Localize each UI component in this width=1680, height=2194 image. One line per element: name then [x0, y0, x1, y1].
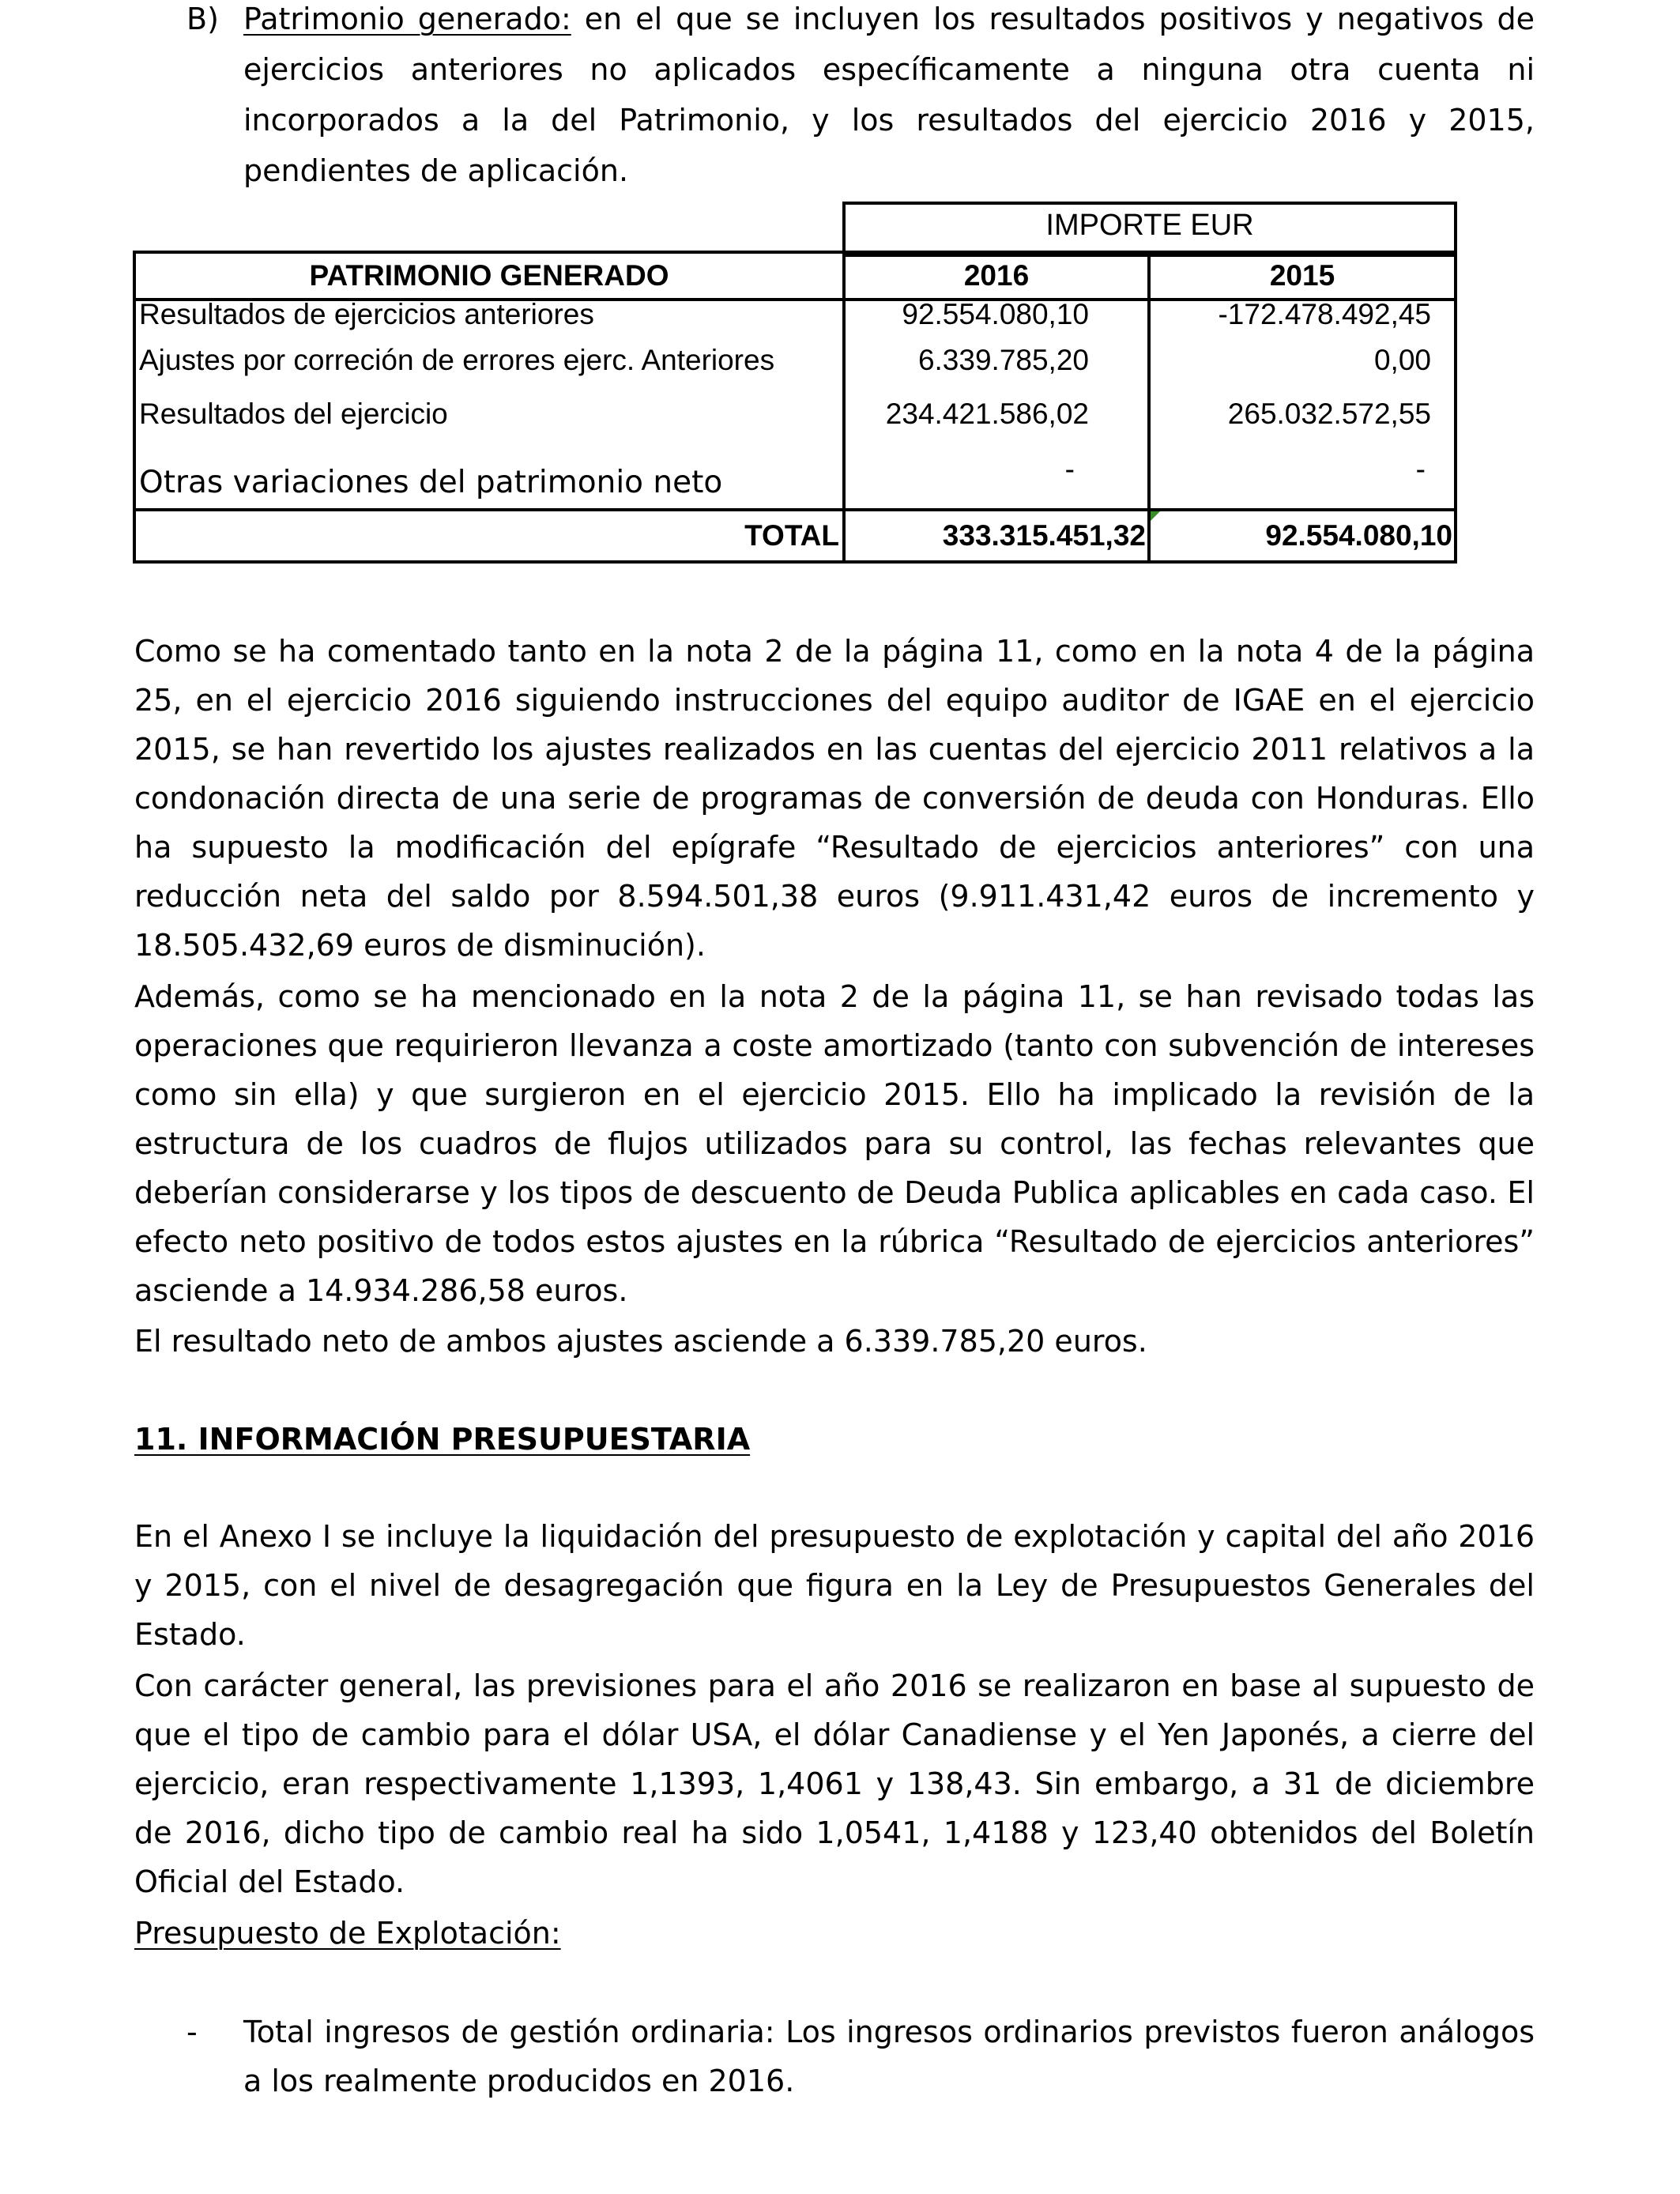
- total-label: TOTAL: [744, 519, 839, 552]
- section-11-heading-text: 11. INFORMACIÓN PRESUPUESTARIA: [134, 1422, 751, 1457]
- row-3-2016: 234.421.586,02: [885, 398, 1089, 430]
- row-2-2015: 0,00: [1373, 344, 1431, 376]
- row-4-2015: -: [1415, 453, 1426, 485]
- row-1-label: Resultados de ejercicios anteriores: [139, 298, 594, 330]
- year-2016-header: 2016: [963, 259, 1030, 292]
- list-item: Total ingresos de gestión ordinaria: Los ingresos ordinarios previstos fueron análogos a los realmente producidos en 2016.: [243, 2015, 1535, 2098]
- total-2015: 92.554.080,10: [1265, 519, 1452, 552]
- table-right-border: [1454, 298, 1457, 511]
- total-label-cell: [133, 508, 846, 564]
- section-b-paragraph: [243, 0, 1535, 196]
- row-1-2016: 92.554.080,10: [902, 298, 1089, 330]
- section-b-text: en el que se incluyen los resultados positivos y negativos de ejercicios anteriores no aplicados específicamente a ninguna otra cuenta ni incorporados a la del Patrimonio, y los resultados del ejercicio 2016 y 2015, pendientes de aplicación.: [243, 2, 1535, 188]
- paragraph-2: Además, como se ha mencionado en la nota 2 de la página 11, se han revisado todas las operaciones que requirieron llevanza a coste amortizado (tanto con subvención de intereses como sin ella) y que surgieron en el ejercicio 2015. Ello ha implicado la revisión de la estructura de los cuadros de flujos utilizados para su control, las fechas relevantes que deberían considerarse y los tipos de descuento de Deuda Publica aplicables en cada caso. El efecto neto positivo de todos estos ajustes en la rúbrica “Resultado de ejercicios anteriores” asciende a 14.934.286,58 euros.: [134, 979, 1535, 1308]
- list-marker: -: [186, 2015, 198, 2049]
- year-2015-header: 2015: [1269, 259, 1335, 292]
- patrimonio-header-cell: [133, 251, 846, 301]
- total-2016: 333.315.451,32: [942, 519, 1146, 552]
- row-3-2015: 265.032.572,55: [1227, 398, 1431, 430]
- row-4-label: Otras variaciones del patrimonio neto: [139, 465, 723, 500]
- total-2015-cell: [1147, 508, 1457, 564]
- row-2-2016: 6.339.785,20: [917, 344, 1089, 376]
- row-2-label: Ajustes por correción de errores ejerc. Anteriores: [139, 344, 775, 376]
- cell-comment-marker: [1151, 511, 1160, 521]
- paragraph-3: El resultado neto de ambos ajustes asciende a 6.339.785,20 euros.: [134, 1324, 1147, 1359]
- row-4-2016: -: [1064, 453, 1075, 485]
- paragraph-1: Como se ha comentado tanto en la nota 2 de la página 11, como en la nota 4 de la página 25, en el ejercicio 2016 siguiendo instrucciones del equipo auditor de IGAE en el ejercicio 2015, se han revertido los ajustes realizados en las cuentas del ejercicio 2011 relativos a la condonación directa de una serie de programas de conversión de deuda con Honduras. Ello ha supuesto la modificación del epígrafe “Resultado de ejercicios anteriores” con una reducción neta del saldo por 8.594.501,38 euros (9.911.431,42 euros de incremento y 18.505.432,69 euros de disminución).: [134, 634, 1535, 963]
- importe-header: IMPORTE EUR: [1045, 209, 1254, 242]
- year-2015-header-cell: [1147, 251, 1457, 301]
- section-11-heading: [134, 1415, 1535, 1464]
- section-b-heading: Patrimonio generado:: [243, 2, 571, 36]
- importe-header-cell: [842, 202, 1457, 257]
- patrimonio-header: PATRIMONIO GENERADO: [309, 259, 669, 292]
- paragraph-5: Con carácter general, las previsiones para el año 2016 se realizaron en base al supuesto de que el tipo de cambio para el dólar USA, el dólar Canadiense y el Yen Japonés, a cierre del ejercicio, eran respectivamente 1,1393, 1,4061 y 138,43. Sin embargo, a 31 de diciembre de 2016, dicho tipo de cambio real ha sido 1,0541, 1,4188 y 123,40 obtenidos del Boletín Oficial del Estado.: [134, 1668, 1535, 1899]
- row-1-2015: -172.478.492,45: [1218, 298, 1431, 330]
- section-b-marker: B): [186, 2, 219, 36]
- year-2016-header-cell: [842, 251, 1151, 301]
- table-left-border: [133, 298, 136, 511]
- subheading-explotacion: [134, 1909, 1535, 1958]
- total-2016-cell: [842, 508, 1151, 564]
- row-3-label: Resultados del ejercicio: [139, 398, 448, 430]
- paragraph-4: En el Anexo I se incluye la liquidación del presupuesto de explotación y capital del año 2016 y 2015, con el nivel de desagregación que figura en la Ley de Presupuestos Generales del Estado.: [134, 1519, 1535, 1652]
- subheading-explotacion-text: Presupuesto de Explotación:: [134, 1916, 561, 1951]
